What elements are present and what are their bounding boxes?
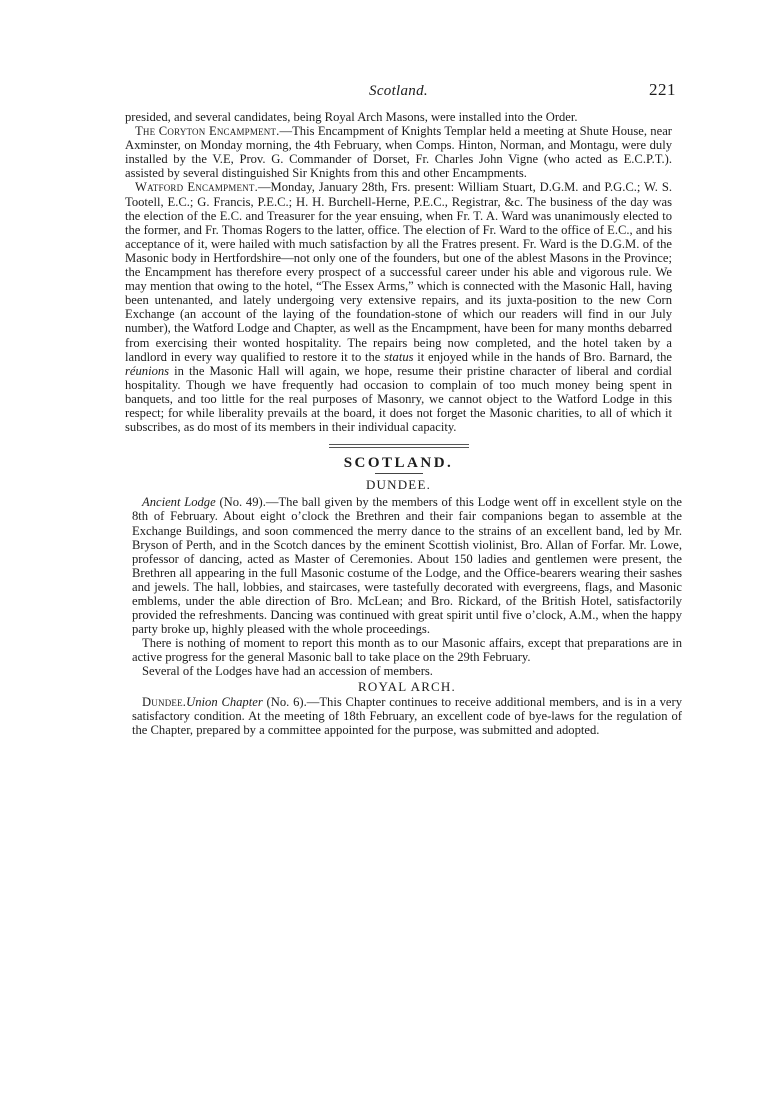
intro-paragraph: presided, and several candidates, being Royal Arch Masons, were installed into the Order.: [125, 110, 578, 124]
page-header: [125, 80, 676, 110]
watford-heading: Watford Encampment.: [135, 180, 258, 195]
union-place: Dundee.: [142, 694, 187, 709]
union-chapter-heading: Union Chapter: [186, 694, 263, 709]
running-title: Scotland.: [369, 83, 428, 99]
scotland-title: SCOTLAND.: [343, 455, 454, 472]
coryton-text: —This Encampment of Knights Templar held a meeting at Shute House, near Axminster, on Monday morning, the 4th February, when Comps. Hinton, Norman, and Montagu, were duly installed by the V.E, Prov. G. Commander of Dorset, Fr. Charles John Vigne (who acted as E.C.P.T.). assisted by several distinguished Sir Knights from this and other Encampments.: [125, 124, 672, 181]
coryton-heading: The Coryton Encampment.: [135, 124, 280, 139]
watford-text-2: it enjoyed while in the hands of Bro. Barnard, the: [413, 349, 672, 364]
watford-text-3: in the Masonic Hall will again, we hope, resume their pristine character of liberal and cordial hospitality. Though we have frequently had occasion to complain of too much money being spent in banquets, and too little for the real purposes of Masonry, we cannot object to the Watford Lodge in this respect; for while liberality prevails at the board, it does not forget the Masonic charities, to all of which it subscribes, as do most of its members in their individual capacity.: [125, 363, 672, 435]
royal-arch-title: ROYAL ARCH.: [358, 678, 456, 694]
ancient-lodge-text: (No. 49).—The ball given by the members of this Lodge went off in excellent style on the 8th of February. About eight o’clock the Brethren and their fair companions began to assemble at the Exchange Buildings, and soon commenced the merry dance to the strains of an excellent band, led by Mr. Bryson of Perth, and in the Scotch dances by the eminent Scottish violinist, Bro. Allan of Forfar. Mr. Lowe, professor of dancing, acted as Master of Ceremonies. About 150 ladies and gentlemen were present, the Brethren all appearing in the full Masonic costume of the Lodge, and the Office-bearers wearing their sashes and jewels. The hall, lobbies, and staircases, were tastefully decorated with evergreens, flags, and Masonic emblems, under the able direction of Bro. McLean; and Bro. Rickard, of the British Hotel, satisfactorily provided the refreshments. Dancing was continued with great spirit until five o’clock, A.M., when the happy party broke up, highly pleased with the whole proceedings.: [132, 495, 682, 637]
status-word: status: [384, 349, 414, 364]
dundee-title: DUNDEE.: [365, 477, 432, 493]
union-chapter-paragraph: [132, 695, 682, 737]
ancient-lodge-paragraph: [132, 495, 682, 636]
page-number: 221: [649, 80, 676, 99]
nothing-paragraph: There is nothing of moment to report this month as to our Masonic affairs, except that preparations are in active progress for the general Masonic ball to take place on the 29th February.: [132, 636, 682, 665]
scotland-body: [125, 495, 682, 737]
several-paragraph: Several of the Lodges have had an accession of members.: [142, 664, 433, 679]
coryton-paragraph: [125, 124, 672, 180]
watford-paragraph: [125, 180, 672, 434]
section-divider: [329, 444, 469, 448]
watford-text-1: —Monday, January 28th, Frs. present: William Stuart, D.G.M. and P.G.C.; W. S. Tootell, E.C.; G. Francis, P.E.C.; H. H. Burchell-Herne, P.E.C., Registrar, &c. The business of the day was the election of the E.C. and Treasurer for the year ensuing, when Fr. T. A. Ward was unanimously elected to the former, and Fr. Thomas Rogers to the latter, office. The election of Fr. Ward to the office of E.C., and his acceptance of it, were hailed with much satisfaction by all the Fratres present. Fr. Ward is the D.G.M. of the Masonic body in Hertfordshire—not only one of the founders, but one of the ablest Masons in the Province; the Encampment has therefore every prospect of a successful career under his able and vigorous rule. We may mention that owing to the hotel, “The Essex Arms,” which is connected with the Masonic Hall, having been untenanted, and lately undergoing very extensive repairs, and its juxta-position to the new Corn Exchange (an account of the laying of the foundation-stone of which our readers will find in our July number), the Watford Lodge and Chapter, as well as the Encampment, have been for many months debarred from exercising their wonted hospitality. The repairs being now completed, and the hotel taken by a landlord in every way qualified to restore it to the: [125, 180, 672, 364]
union-chapter-text: (No. 6).—This Chapter continues to receive additional members, and is in a very satisfactory condition. At the meeting of 18th February, an excellent code of bye-laws for the regulation of the Chapter, prepared by a committee appointed for the purpose, was submitted and adopted.: [132, 694, 682, 737]
title-underline: [375, 473, 423, 474]
ancient-lodge-heading: Ancient Lodge: [142, 495, 216, 510]
reunions-word: réunions: [125, 363, 170, 378]
